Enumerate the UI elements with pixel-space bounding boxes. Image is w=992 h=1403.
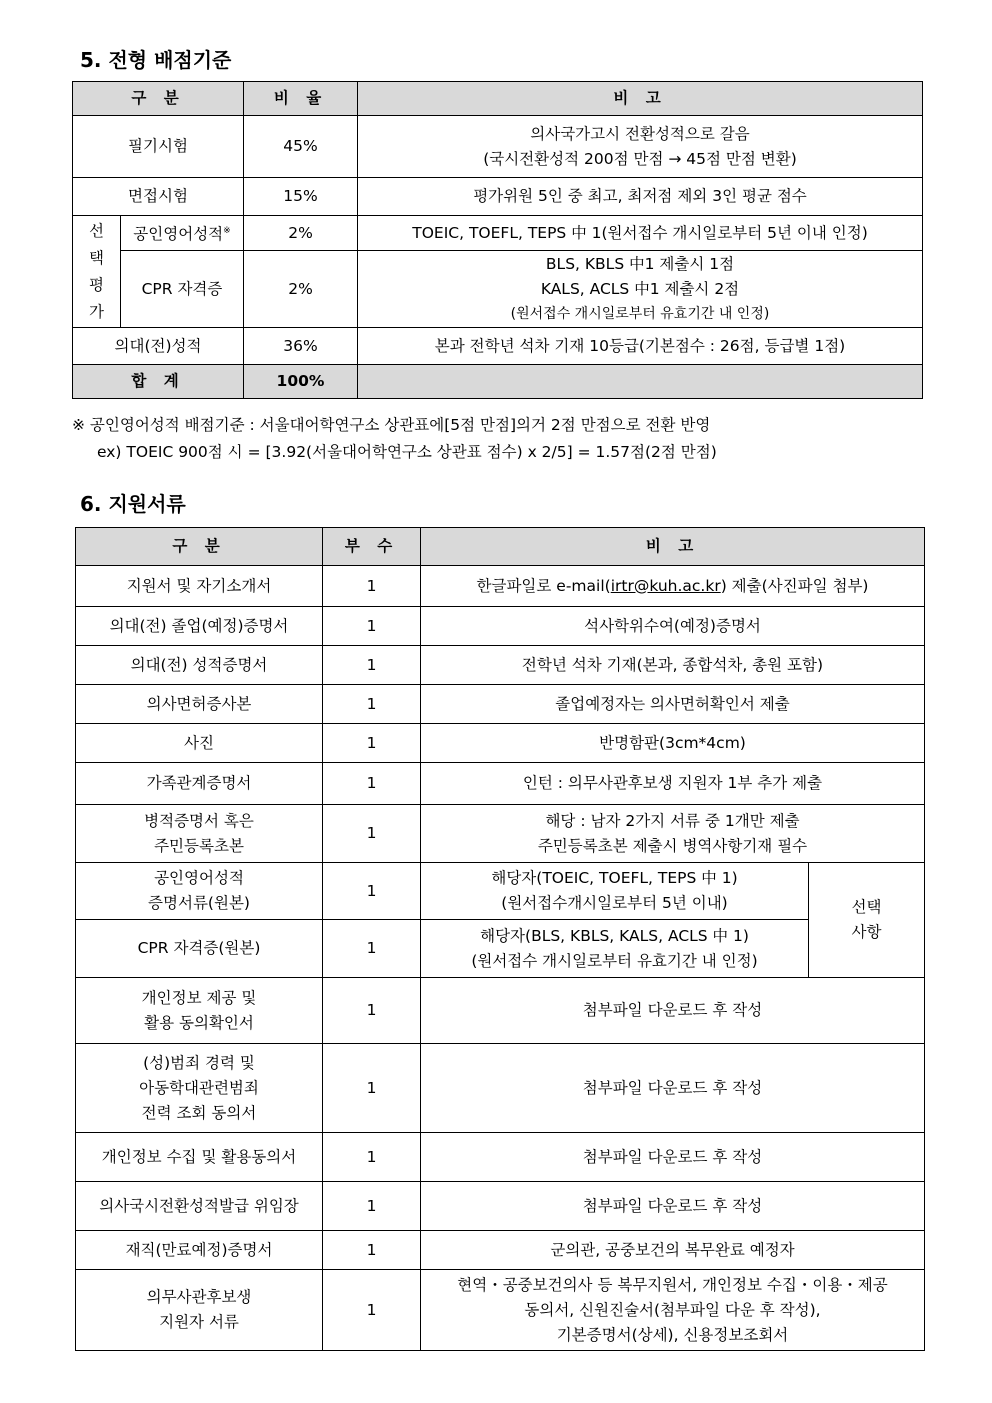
total-label: 합 계 [73, 365, 244, 399]
table-row [76, 978, 925, 1044]
doc-label: 의사면허증사본 [76, 685, 323, 724]
section5-title: 5. 전형 배점기준 [80, 48, 232, 72]
header-note: 비 고 [358, 82, 923, 116]
doc-count: 1 [323, 863, 421, 920]
doc-label [76, 863, 323, 920]
english-footnote-mark: ※ [223, 225, 231, 236]
optional-items-line2: 사항 [851, 923, 882, 941]
grades-note: 본과 전학년 석차 기재 10등급(기본점수 : 26점, 등급별 1점) [358, 328, 923, 365]
doc-label-line2: 주민등록초본 [154, 836, 244, 855]
doc-note-post: ) 제출(사진파일 첨부) [720, 576, 869, 595]
doc-label [76, 805, 323, 863]
interview-label: 면접시험 [73, 178, 244, 216]
doc-count: 1 [323, 1270, 421, 1351]
doc-note [421, 1270, 925, 1351]
doc-note: 첨부파일 다운로드 후 작성 [421, 1182, 925, 1231]
table-row [76, 566, 925, 607]
table-row [76, 1182, 925, 1231]
doc-count: 1 [323, 1231, 421, 1270]
doc-count: 1 [323, 763, 421, 805]
table-row [76, 863, 925, 920]
doc-note-line3: 기본증명서(상세), 신용정보조회서 [556, 1325, 789, 1344]
email-link[interactable]: irtr@kuh.ac.kr [610, 576, 721, 595]
table-row [76, 920, 925, 978]
scoring-row-english [73, 216, 923, 251]
doc-note [421, 920, 809, 978]
cpr-note-line1: BLS, KBLS 中1 제출시 1점 [545, 254, 735, 273]
header-category: 구 분 [73, 82, 244, 116]
doc-label [76, 1044, 323, 1133]
optional-char-1: 선 [89, 221, 104, 240]
doc-note-line1: 해당자(BLS, KBLS, KALS, ACLS 中 1) [480, 926, 749, 945]
doc-count: 1 [323, 607, 421, 646]
doc-note-line1: 현역・공중보건의사 등 복무지원서, 개인정보 수집・이용・제공 [457, 1275, 888, 1294]
scoring-row-cpr [73, 251, 923, 328]
doc-count: 1 [323, 1182, 421, 1231]
doc-count: 1 [323, 724, 421, 763]
doc-label: 의대(전) 성적증명서 [76, 646, 323, 685]
doc-note: 졸업예정자는 의사면허확인서 제출 [421, 685, 925, 724]
optional-char-4: 가 [89, 302, 104, 321]
doc-label [76, 978, 323, 1044]
doc-header-note: 비 고 [421, 528, 925, 566]
doc-note-pre: 한글파일로 e-mail( [476, 576, 611, 595]
doc-count: 1 [323, 685, 421, 724]
optional-char-3: 평 [89, 275, 104, 294]
written-ratio: 45% [244, 116, 358, 178]
table-row [76, 763, 925, 805]
table-row [76, 1133, 925, 1182]
table-row [76, 1044, 925, 1133]
doc-count: 1 [323, 805, 421, 863]
doc-label-line1: 의무사관후보생 [146, 1288, 252, 1306]
doc-note [421, 805, 925, 863]
scoring-row-interview [73, 178, 923, 216]
cpr-note [358, 251, 923, 328]
doc-label-line2: 활용 동의확인서 [144, 1013, 254, 1032]
doc-label: 개인정보 수집 및 활용동의서 [76, 1133, 323, 1182]
total-note [358, 365, 923, 399]
doc-header-count: 부 수 [323, 528, 421, 566]
doc-label: 의대(전) 졸업(예정)증명서 [76, 607, 323, 646]
header-ratio: 비 율 [244, 82, 358, 116]
doc-label: CPR 자격증(원본) [76, 920, 323, 978]
doc-count: 1 [323, 1133, 421, 1182]
doc-note: 첨부파일 다운로드 후 작성 [421, 1133, 925, 1182]
doc-count: 1 [323, 646, 421, 685]
doc-note-line2: (원서접수개시일로부터 5년 이내) [501, 894, 728, 912]
table-row [76, 724, 925, 763]
scoring-table [72, 81, 923, 399]
doc-note-line2: 동의서, 신원진술서(첨부파일 다운 후 작성), [524, 1300, 821, 1319]
written-note-line1: 의사국가고시 전환성적으로 갈음 [530, 124, 750, 143]
doc-note: 첨부파일 다운로드 후 작성 [421, 1044, 925, 1133]
english-ratio: 2% [244, 216, 358, 251]
doc-label-line2: 아동학대관련범죄 [139, 1078, 259, 1097]
doc-note [421, 566, 925, 607]
scoring-row-grades [73, 328, 923, 365]
english-label-text: 공인영어성적 [133, 225, 224, 244]
doc-label-line1: 공인영어성적 [154, 869, 244, 887]
doc-note: 첨부파일 다운로드 후 작성 [421, 978, 925, 1044]
doc-note-line2: 주민등록초본 제출시 병역사항기재 필수 [537, 836, 808, 855]
doc-note-line1: 해당자(TOEIC, TOEFL, TEPS 中 1) [491, 869, 738, 887]
doc-header-category: 구 분 [76, 528, 323, 566]
doc-label-line2: 지원자 서류 [159, 1313, 239, 1331]
doc-label-line3: 전력 조회 동의서 [141, 1103, 257, 1122]
doc-note: 전학년 석차 기재(본과, 종합석차, 총원 포함) [421, 646, 925, 685]
interview-note: 평가위원 5인 중 최고, 최저점 제외 3인 평균 점수 [358, 178, 923, 216]
doc-count: 1 [323, 566, 421, 607]
written-label: 필기시험 [73, 116, 244, 178]
scoring-header-row [73, 82, 923, 116]
cpr-label: CPR 자격증 [121, 251, 244, 328]
interview-ratio: 15% [244, 178, 358, 216]
table-row [76, 805, 925, 863]
doc-label-line1: (성)범죄 경력 및 [143, 1053, 255, 1072]
footnote-2: ex) TOEIC 900점 시 = [3.92(서울대어학연구소 상관표 점수) x 2/5] = 1.57점(2점 만점) [97, 443, 717, 461]
doc-label: 가족관계증명서 [76, 763, 323, 805]
doc-label: 지원서 및 자기소개서 [76, 566, 323, 607]
optional-eval-label [73, 216, 121, 328]
table-row [76, 685, 925, 724]
doc-note: 인턴 : 의무사관후보생 지원자 1부 추가 제출 [421, 763, 925, 805]
optional-items-line1: 선택 [851, 898, 882, 916]
doc-note: 반명함판(3cm*4cm) [421, 724, 925, 763]
cpr-ratio: 2% [244, 251, 358, 328]
english-note: TOEIC, TOEFL, TEPS 中 1(원서접수 개시일로부터 5년 이내 인정) [358, 216, 923, 251]
doc-label-line2: 증명서류(원본) [148, 894, 250, 912]
doc-note-line1: 해당 : 남자 2가지 서류 중 1개만 제출 [545, 811, 800, 830]
english-label [121, 216, 244, 251]
cpr-note-line3: (원서접수 개시일로부터 유효기간 내 인정) [510, 305, 770, 322]
table-row [76, 1231, 925, 1270]
documents-header-row [76, 528, 925, 566]
doc-count: 1 [323, 920, 421, 978]
table-row [76, 607, 925, 646]
doc-label: 의사국시전환성적발급 위임장 [76, 1182, 323, 1231]
documents-table [75, 527, 925, 1351]
doc-label: 재직(만료예정)증명서 [76, 1231, 323, 1270]
scoring-row-total [73, 365, 923, 399]
section6-title: 6. 지원서류 [80, 492, 186, 516]
footnote-1: ※ 공인영어성적 배점기준 : 서울대어학연구소 상관표에[5점 만점]의거 2점 만점으로 전환 반영 [72, 416, 711, 434]
doc-note [421, 863, 809, 920]
doc-note: 석사학위수여(예정)증명서 [421, 607, 925, 646]
cpr-note-line2: KALS, ACLS 中1 제출시 2점 [540, 279, 740, 298]
doc-label [76, 1270, 323, 1351]
doc-note-line2: (원서접수 개시일로부터 유효기간 내 인정) [471, 951, 758, 970]
doc-count: 1 [323, 1044, 421, 1133]
optional-items-label [809, 863, 925, 978]
table-row [76, 1270, 925, 1351]
written-note [358, 116, 923, 178]
grades-ratio: 36% [244, 328, 358, 365]
doc-note: 군의관, 공중보건의 복무완료 예정자 [421, 1231, 925, 1270]
scoring-row-written [73, 116, 923, 178]
doc-label-line1: 개인정보 제공 및 [141, 988, 257, 1007]
optional-char-2: 택 [89, 248, 104, 267]
doc-label-line1: 병적증명서 혹은 [144, 811, 254, 830]
written-note-line2: (국시전환성적 200점 만점 → 45점 만점 변환) [483, 149, 797, 168]
doc-count: 1 [323, 978, 421, 1044]
grades-label: 의대(전)성적 [73, 328, 244, 365]
total-ratio: 100% [244, 365, 358, 399]
table-row [76, 646, 925, 685]
doc-label: 사진 [76, 724, 323, 763]
